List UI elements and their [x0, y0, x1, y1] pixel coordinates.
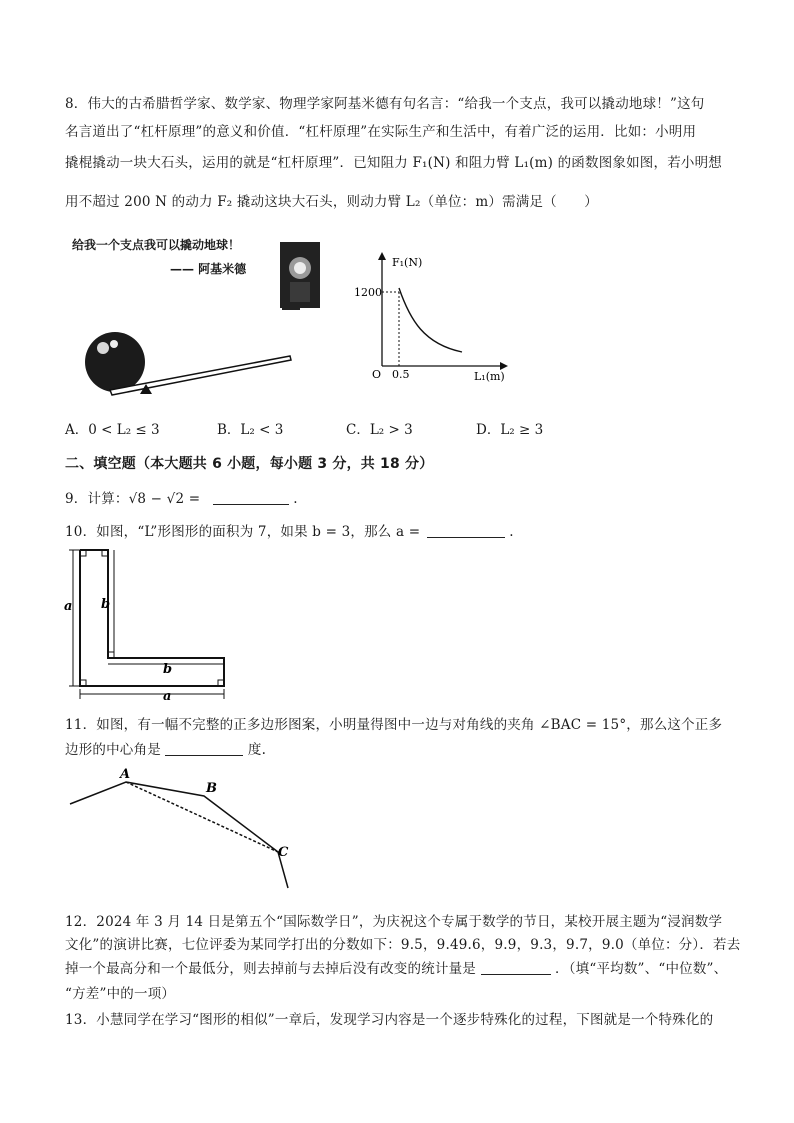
- origin-label: O: [372, 368, 382, 381]
- q8-line2: 名言道出了“杠杆原理”的意义和价值．“杠杆原理”在实际生产和生活中，有着广泛的运用．比如：小明用: [65, 124, 697, 140]
- q12-line3-suffix: ．（填“平均数”、“中位数”、: [555, 961, 728, 977]
- archimedes-portrait-image: [280, 242, 320, 308]
- label-point-c: C: [278, 845, 289, 860]
- q9-prefix: 9．计算：√8 − √2 =: [65, 491, 201, 507]
- q10-line: [65, 520, 514, 540]
- label-a-vertical: a: [64, 599, 73, 614]
- q9-suffix: .: [293, 491, 298, 507]
- option-d[interactable]: D．L₂ ≥ 3: [476, 422, 544, 438]
- q11-line2-prefix: 边形的中心角是: [65, 742, 161, 758]
- q12-line1: 12．2024 年 3 月 14 日是第五个“国际数学日”，为庆祝这个专属于数学的节日，某校开展主题为“浸润数学: [65, 914, 723, 930]
- q13-line1: 13．小慧同学在学习“图形的相似”一章后，发现学习内容是一个逐步特殊化的过程，下图就是一个特殊化的: [65, 1012, 714, 1028]
- q11-line2-suffix: 度.: [247, 742, 267, 758]
- lever-figure: [70, 232, 300, 402]
- l-shape-outline: [80, 550, 224, 686]
- q10-answer-blank[interactable]: [427, 523, 505, 538]
- label-point-a: A: [120, 767, 131, 782]
- curve: [399, 288, 462, 352]
- polygon-figure: [64, 764, 304, 894]
- y-axis-arrow-icon: [378, 252, 386, 260]
- polygon-edges: [70, 782, 288, 888]
- x-tick-label: 0.5: [392, 368, 410, 381]
- option-c[interactable]: C．L₂ > 3: [346, 422, 413, 438]
- y-axis-label: F₁(N): [392, 256, 423, 269]
- q8-line3: 撬棍撬动一块大石头，运用的就是“杠杆原理”．已知阻力 F₁(N) 和阻力臂 L₁(m) 的函数图象如图，若小明想: [65, 155, 723, 171]
- section2-title: 二、填空题（本大题共 6 小题，每小题 3 分，共 18 分）: [65, 456, 434, 472]
- q9-answer-blank[interactable]: [213, 490, 289, 505]
- label-b-vertical: b: [101, 597, 111, 612]
- q8-line1: 8．伟大的古希腊哲学家、数学家、物理学家阿基米德有句名言：“给我一个支点，我可以撬动地球！”这句: [65, 96, 705, 112]
- option-a[interactable]: A．0 < L₂ ≤ 3: [65, 422, 160, 438]
- q12-answer-blank[interactable]: [481, 960, 551, 975]
- q12-line2: 文化”的演讲比赛，七位评委为某同学打出的分数如下：9.5，9.49.6，9.9，9.3，9.7，9.0（单位：分）．若去: [65, 937, 741, 953]
- q9-line: [65, 487, 298, 507]
- figure-author: —— 阿基米德: [170, 262, 247, 276]
- inverse-function-graph: [352, 248, 512, 388]
- q12-line3: [65, 957, 727, 977]
- l-shape-figure: [62, 546, 242, 702]
- q11-answer-blank[interactable]: [165, 741, 243, 756]
- label-b-horizontal: b: [163, 662, 173, 677]
- q11-line2: [65, 738, 266, 758]
- q11-line1: 11．如图，有一幅不完整的正多边形图案，小明量得图中一边与对角线的夹角 ∠BAC = 15°，那么这个正多: [65, 717, 723, 733]
- lever-illustration: [70, 232, 300, 402]
- q12-line3-prefix: 掉一个最高分和一个最低分，则去掉前与去掉后没有改变的统计量是: [65, 961, 476, 977]
- figure-quote: 给我一个支点我可以撬动地球！: [72, 238, 241, 252]
- x-axis-label: L₁(m): [474, 370, 505, 383]
- label-a-horizontal: a: [163, 689, 172, 702]
- q10-suffix: .: [509, 524, 514, 540]
- label-point-b: B: [206, 781, 217, 796]
- q10-text: 10．如图，“L”形图形的面积为 7，如果 b = 3，那么 a =: [65, 524, 421, 540]
- option-b[interactable]: B．L₂ < 3: [217, 422, 284, 438]
- x-axis-arrow-icon: [500, 362, 508, 370]
- y-tick-label: 1200: [354, 286, 382, 299]
- q8-line4: 用不超过 200 N 的动力 F₂ 撬动这块大石头，则动力臂 L₂（单位：m）需满足（ ）: [65, 194, 598, 210]
- diagonal-ac: [126, 782, 278, 852]
- q12-line4: “方差”中的一项）: [65, 986, 176, 1002]
